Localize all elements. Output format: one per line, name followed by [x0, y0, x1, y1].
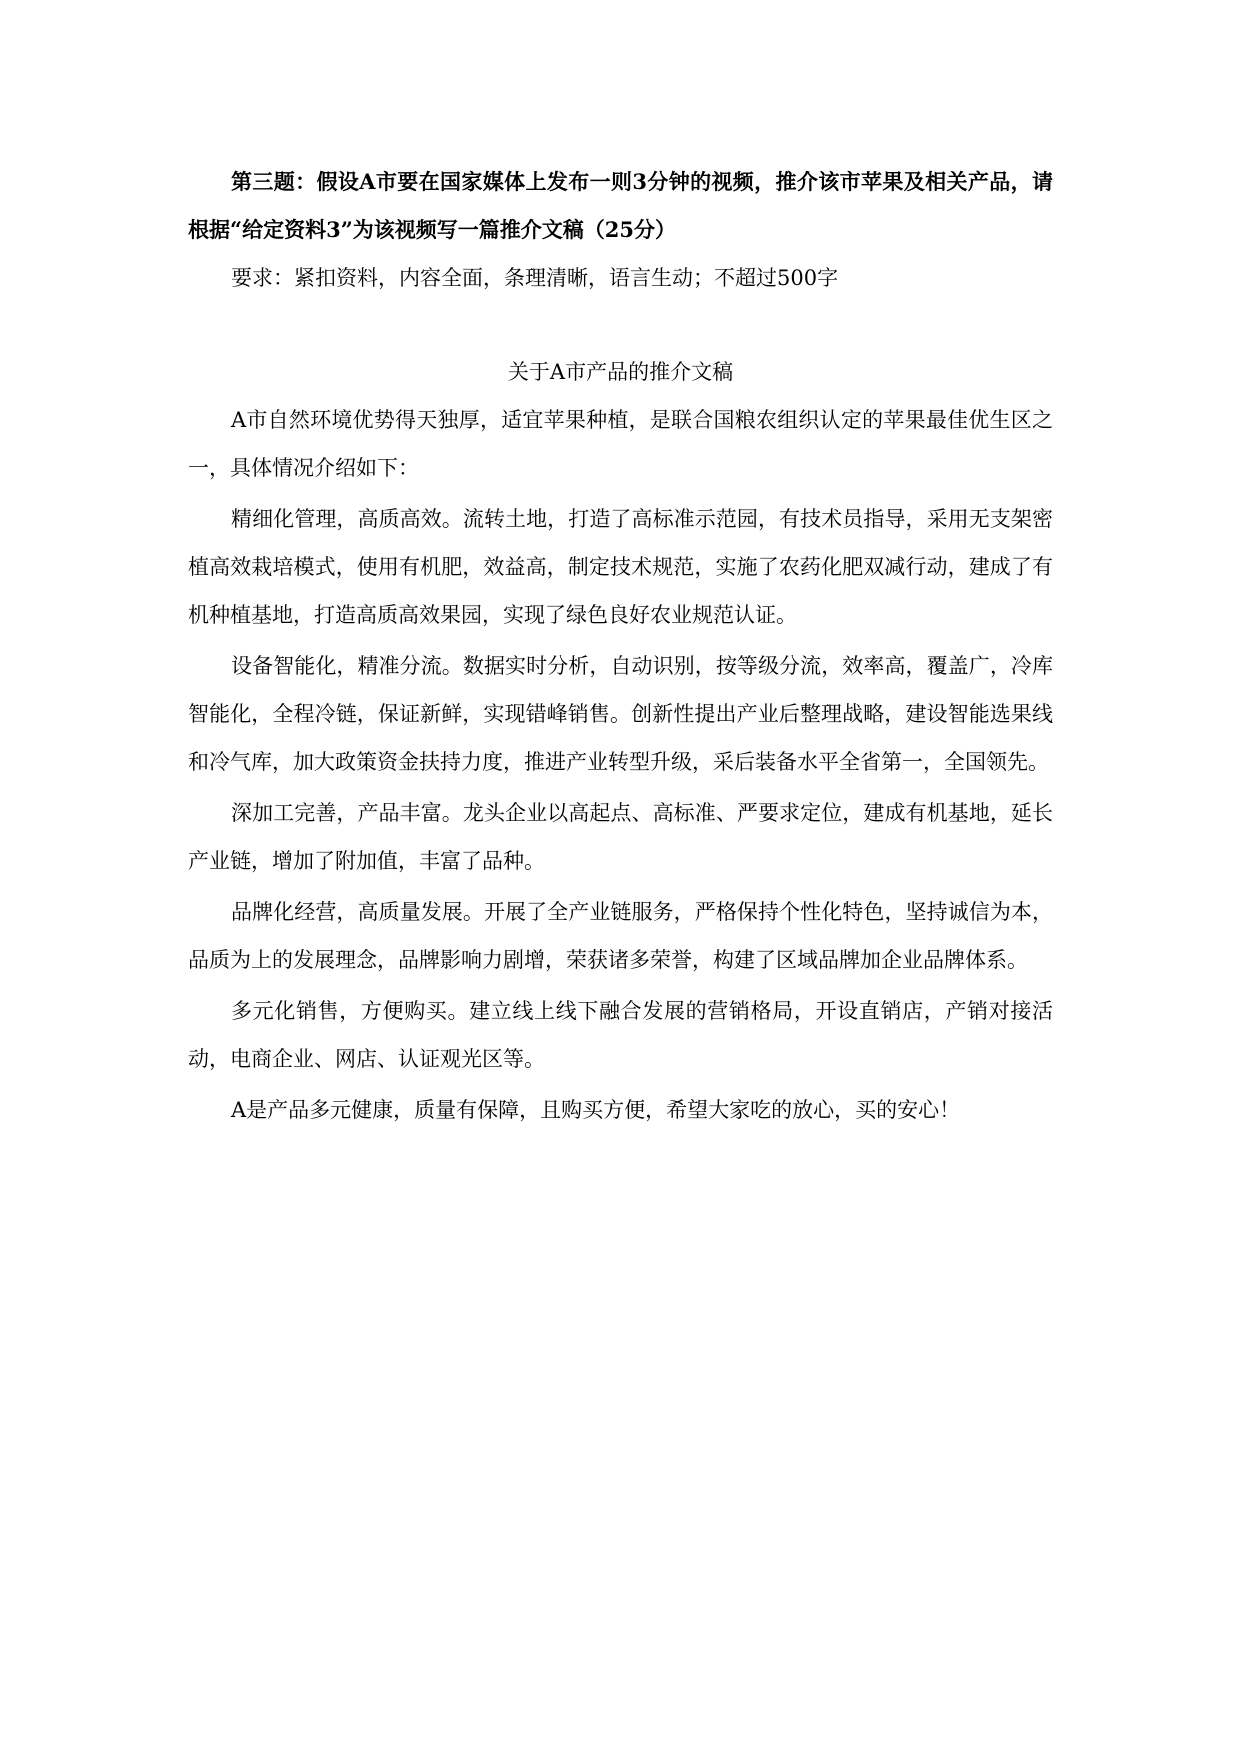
- article-paragraph-processing: 深加工完善，产品丰富。龙头企业以高起点、高标准、严要求定位，建成有机基地，延长产业链，增加了附加值，丰富了品种。: [188, 801, 1053, 873]
- article-paragraph-sales: 多元化销售，方便购买。建立线上线下融合发展的营销格局，开设直销店，产销对接活动，电商企业、网店、认证观光区等。: [188, 999, 1053, 1071]
- article-paragraph-intro: A市自然环境优势得天独厚，适宜苹果种植，是联合国粮农组织认定的苹果最佳优生区之一，具体情况介绍如下：: [188, 408, 1053, 480]
- question-prompt: 第三题：假设A市要在国家媒体上发布一则3分钟的视频，推介该市苹果及相关产品，请根据“给定资料3”为该视频写一篇推介文稿（25分）: [188, 169, 1053, 242]
- article-paragraph-conclusion: A是产品多元健康，质量有保障，且购买方便，希望大家吃的放心，买的安心！: [231, 1098, 961, 1122]
- article-title: 关于A市产品的推介文稿: [507, 360, 734, 384]
- article-paragraph-branding: 品牌化经营，高质量发展。开展了全产业链服务，严格保持个性化特色，坚持诚信为本，品质为上的发展理念，品牌影响力剧增，荣获诸多荣誉，构建了区域品牌加企业品牌体系。: [188, 900, 1053, 972]
- article-paragraph-equipment: 设备智能化，精准分流。数据实时分析，自动识别，按等级分流，效率高，覆盖广，冷库智能化，全程冷链，保证新鲜，实现错峰销售。创新性提出产业后整理战略，建设智能选果线和冷气库，加大政策资金扶持力度，推进产业转型升级，采后装备水平全省第一，全国领先。: [188, 654, 1053, 774]
- question-requirement: 要求：紧扣资料，内容全面，条理清晰，语言生动；不超过500字: [231, 266, 839, 290]
- document-content: [188, 158, 1053, 1137]
- article-paragraph-management: 精细化管理，高质高效。流转土地，打造了高标准示范园，有技术员指导，采用无支架密植高效栽培模式，使用有机肥，效益高，制定技术规范，实施了农药化肥双减行动，建成了有机种植基地，打造高质高效果园，实现了绿色良好农业规范认证。: [188, 507, 1053, 627]
